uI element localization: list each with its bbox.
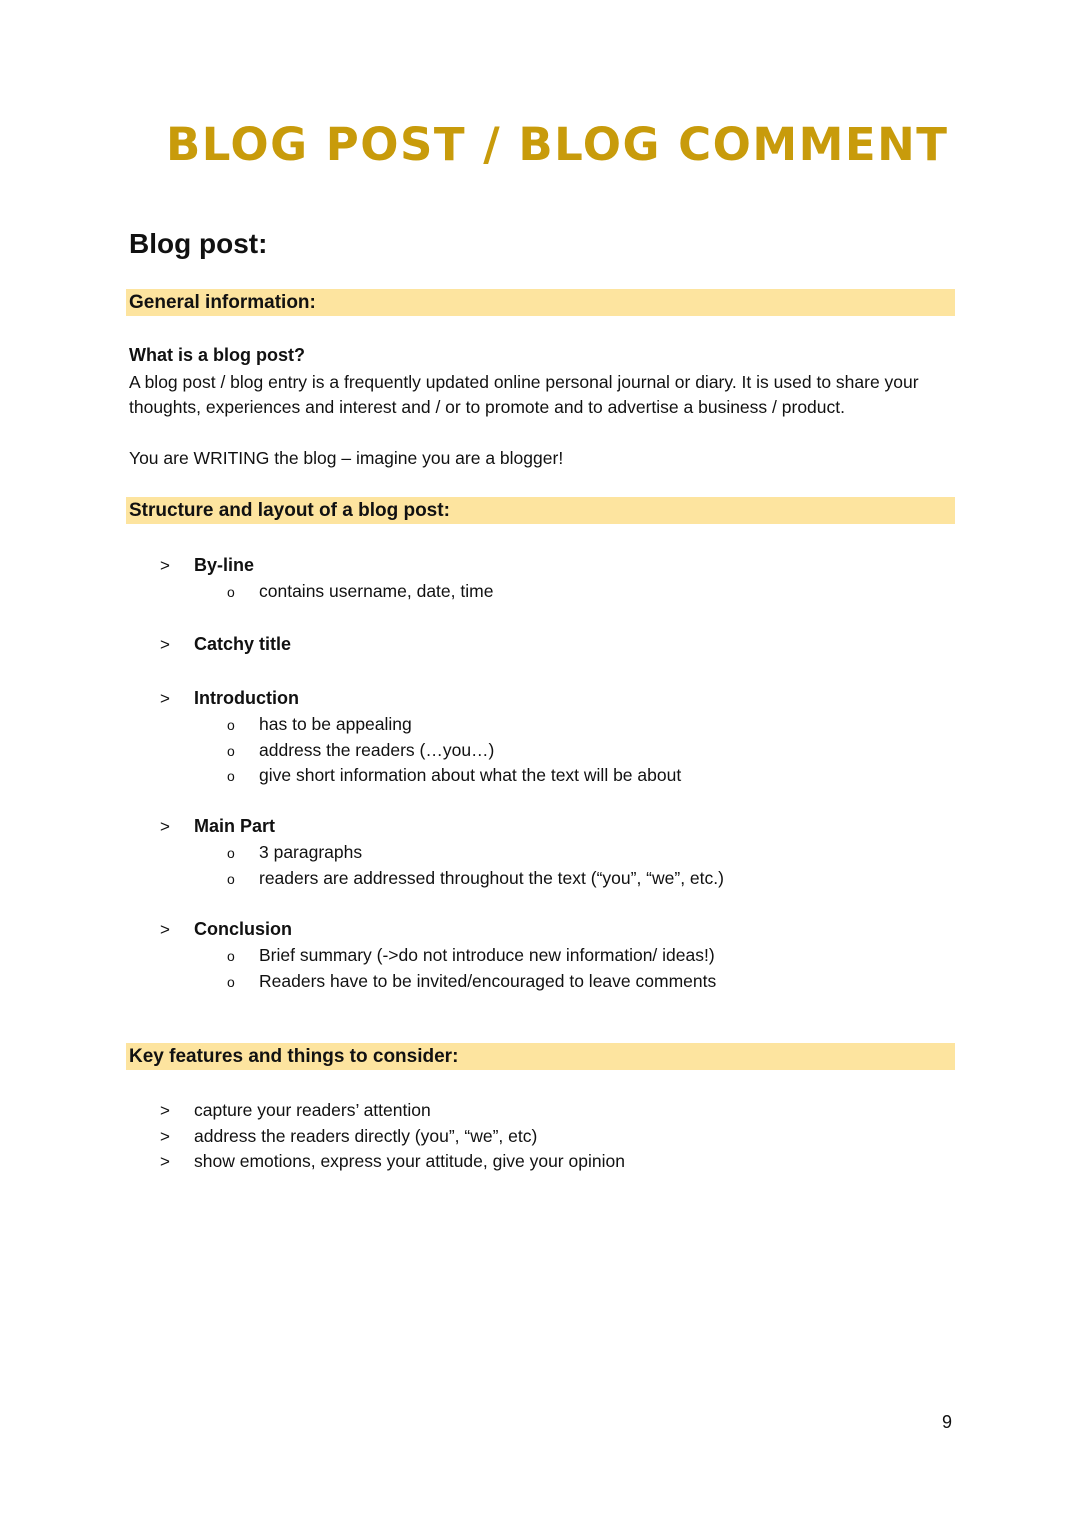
structure-item-main-part	[160, 814, 275, 839]
list-item	[160, 1098, 625, 1124]
sub-list	[227, 579, 493, 605]
list-item	[227, 866, 724, 892]
band-label: Structure and layout of a blog post:	[129, 500, 450, 521]
list-item	[227, 840, 724, 866]
arrow-bullet-icon: >	[160, 689, 170, 708]
list-item	[160, 1124, 625, 1150]
list-item	[227, 943, 716, 969]
list-item	[227, 738, 681, 764]
list-item-text: contains username, date, time	[259, 581, 494, 601]
list-item-text: show emotions, express your attitude, give your opinion	[194, 1151, 625, 1171]
section-heading: Blog post:	[129, 228, 268, 259]
item-label: Introduction	[194, 688, 299, 708]
arrow-bullet-icon: >	[160, 1152, 170, 1171]
sub-list	[227, 943, 716, 994]
writing-paragraph: You are WRITING the blog – imagine you are a blogger!	[129, 448, 564, 468]
list-item-text: address the readers (…you…)	[259, 739, 495, 760]
structure-item-introduction	[160, 686, 299, 711]
structure-item-conclusion	[160, 917, 292, 942]
structure-band	[126, 497, 955, 524]
item-label: By-line	[194, 555, 255, 575]
question-heading: What is a blog post?	[129, 345, 305, 365]
arrow-bullet-icon: >	[160, 635, 170, 654]
list-item	[227, 969, 716, 995]
list-item-text: Brief summary (->do not introduce new information/ ideas!)	[259, 945, 715, 965]
item-label: Conclusion	[194, 919, 292, 939]
list-item	[227, 763, 681, 789]
item-label: Catchy title	[194, 634, 292, 654]
list-item-text: 3 paragraphs	[259, 842, 363, 862]
list-item-text: address the readers directly (you”, “we”, etc)	[194, 1125, 538, 1146]
list-item	[227, 712, 681, 738]
band-label: Key features and things to consider:	[129, 1046, 459, 1067]
circle-bullet-icon: o	[227, 717, 235, 733]
list-item	[160, 1149, 625, 1175]
general-information-band	[126, 289, 955, 316]
list-item-text: readers are addressed throughout the text (“you”, “we”, etc.)	[259, 867, 724, 888]
list-item-text: give short information about what the text will be about	[259, 765, 682, 785]
list-item	[227, 579, 493, 605]
list-item-text: Readers have to be invited/encouraged to leave comments	[259, 970, 717, 991]
list-item-text: capture your readers’ attention	[194, 1100, 431, 1120]
circle-bullet-icon: o	[227, 973, 235, 990]
arrow-bullet-icon: >	[160, 817, 170, 836]
structure-item-by-line	[160, 553, 254, 578]
list-item-text: has to be appealing	[259, 714, 412, 734]
sub-list	[227, 840, 724, 891]
circle-bullet-icon: o	[227, 768, 235, 784]
circle-bullet-icon: o	[227, 870, 235, 887]
circle-bullet-icon: o	[227, 845, 235, 861]
key-features-band	[126, 1043, 955, 1070]
page-number: 9	[941, 1412, 952, 1432]
arrow-bullet-icon: >	[160, 1101, 170, 1120]
sub-list	[227, 712, 681, 789]
page-title: BLOG POST / BLOG COMMENT	[166, 118, 949, 171]
band-label: General information:	[129, 292, 316, 313]
circle-bullet-icon: o	[227, 584, 235, 600]
arrow-bullet-icon: >	[160, 556, 170, 575]
structure-item-catchy-title	[160, 632, 291, 657]
circle-bullet-icon: o	[227, 948, 235, 964]
item-label: Main Part	[194, 816, 276, 836]
arrow-bullet-icon: >	[160, 1126, 170, 1146]
definition-paragraph: A blog post / blog entry is a frequently updated online personal journal or diary. It is used to share your thoughts, experiences and interest and / or to promote and to advertise a business / product.	[129, 372, 919, 417]
circle-bullet-icon: o	[227, 742, 235, 759]
arrow-bullet-icon: >	[160, 920, 170, 939]
key-features-list	[160, 1098, 625, 1175]
